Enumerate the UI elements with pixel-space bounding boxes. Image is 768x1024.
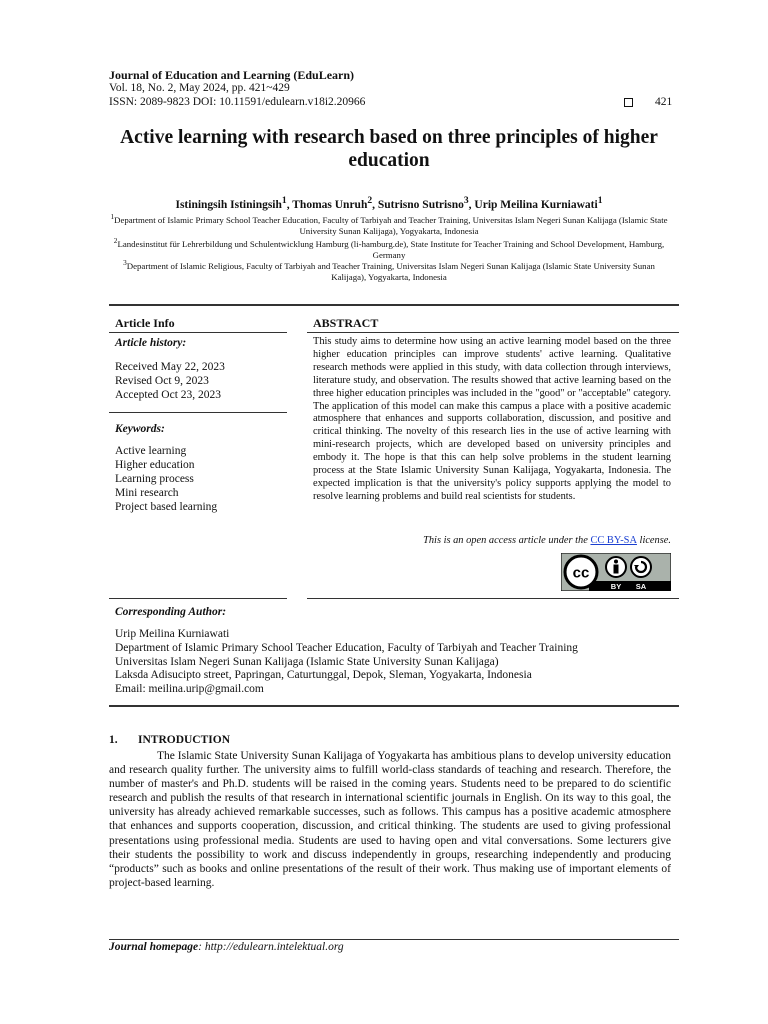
cc-by-label: BY: [610, 582, 622, 591]
affiliation-text: Landesinstitut für Lehrerbildung und Schulentwicklung Hamburg (li-hamburg.de), State Institute for Teacher Training and School Development, Hamburg, Germany: [117, 238, 665, 260]
corresponding-university: Universitas Islam Negeri Sunan Kalijaga (Islamic State University Sunan Kalijaga): [115, 655, 499, 668]
author-list: [109, 195, 669, 211]
author-name: Thomas Unruh: [292, 198, 368, 211]
homepage-url[interactable]: : http://edulearn.intelektual.org: [198, 941, 344, 953]
author-separator: ,: [372, 198, 378, 211]
affiliation-sup: 2: [113, 236, 118, 245]
keyword-item: Higher education: [115, 459, 195, 471]
abstract-end-divider: [307, 598, 679, 599]
journal-name: Journal of Education and Learning (EduLearn): [109, 68, 355, 82]
corresponding-department: Department of Islamic Primary School Teacher Education, Faculty of Tarbiyah and Teacher Training: [115, 641, 578, 654]
history-divider: [109, 412, 287, 413]
section-number: 1.: [109, 734, 118, 746]
keywords-heading: Keywords:: [115, 423, 165, 435]
corresponding-name: Urip Meilina Kurniawati: [115, 628, 230, 640]
history-revised: Revised Oct 9, 2023: [115, 375, 209, 387]
corresponding-address: Laksda Adisucipto street, Papringan, Caturtunggal, Depok, Sleman, Yogyakarta, Indonesia: [115, 669, 532, 682]
license-suffix: license.: [636, 535, 671, 546]
author-sup: 1: [597, 195, 603, 206]
author-sup: 2: [367, 195, 373, 206]
homepage-label: Journal homepage: [109, 941, 199, 953]
article-history-heading: Article history:: [115, 337, 187, 349]
volume-info: Vol. 18, No. 2, May 2024, pp. 421~429: [109, 82, 290, 94]
abstract-heading: ABSTRACT: [313, 316, 379, 330]
introduction-paragraph: The Islamic State University Sunan Kalijaga of Yogyakarta has ambitious plans to develop university education and research quality further. The university aims to fulfill world-class standards of teaching and research. Therefore, the number of master's and Ph.D. students will be raised in the coming years. Students need to be prepared to do scientific research and publish the results of that research in international scientific journals in English. On its way to this goal, the university has already achieved remarkable successes, such as follows. This campus has a positive academic atmosphere that enhances and supports cooperation, discussion, and critical thinking. The students are used to giving professional presentations using professional media. Students are used to having open and vital conversations. Some lecturers give their students the possibility to work and discuss independently in groups, researching independently and producing “products” such as books and online presentations of the result of their work. Thus making use of important elements of project-based learning.: [109, 750, 671, 889]
affiliation-text: Department of Islamic Primary School Teacher Education, Faculty of Tarbiyah and Teacher Training, Universitas Islam Negeri Sunan Kalijaga (Islamic State University Sunan Kalijaga), Yogyakarta, Indonesia: [114, 214, 668, 236]
keyword-item: Active learning: [115, 445, 187, 457]
top-divider: [109, 304, 679, 306]
author-separator: ,: [468, 198, 475, 211]
open-access-notice: [313, 535, 671, 546]
corresponding-heading: Corresponding Author:: [115, 606, 227, 618]
cc-by-sa-link[interactable]: CC BY-SA: [590, 535, 637, 546]
abstract-text: This study aims to determine how using an active learning model based on the three higher education principles can improve students' active learning. Qualitative research methods were applied in this study, with data collection through interviews, literature study, and observation. The results showed that active learning based on the three higher education principles was included in the "good" or "acceptable" category. The application of this model can make this campus a place with a positive academic atmosphere that enhances and supports collaboration, discussion, and positive and critical thinking. The novelty of this research lies in the use of active learning with mini-research projects, which are developed based on university principles and embody it. The hope is that this can help solve problems in the student learning process at the State Islamic University Sunan Kalijaga, Yogyakarta, Indonesia. The expected implication is that the university's policy supports applying the model to resolve learning problems and build real scientists for students.: [313, 336, 671, 502]
paper-title: Active learning with research based on three principles of higher education: [120, 127, 658, 171]
author-sup: 3: [463, 195, 469, 206]
issn-doi: ISSN: 2089-9823 DOI: 10.11591/edulearn.v18i2.20966: [109, 96, 366, 108]
square-icon: [624, 98, 633, 107]
license-prefix: This is an open access article under the: [423, 535, 591, 546]
corresponding-email: Email: meilina.urip@gmail.com: [115, 683, 264, 696]
author-sup: 1: [281, 195, 287, 206]
author-name: Sutrisno Sutrisno: [377, 198, 464, 211]
keyword-item: Mini research: [115, 487, 179, 499]
section-title: INTRODUCTION: [138, 734, 231, 746]
article-info-heading: Article Info: [115, 316, 175, 330]
cc-by-sa-badge: [561, 553, 671, 591]
author-name: Urip Meilina Kurniawati: [474, 198, 598, 211]
cc-sa-label: SA: [635, 582, 647, 591]
article-info-divider: [109, 332, 287, 333]
affiliation-1: [109, 211, 669, 237]
abstract-divider: [307, 332, 679, 333]
author-name: Istiningsih Istiningsih: [175, 198, 282, 211]
history-accepted: Accepted Oct 23, 2023: [115, 389, 222, 401]
affiliation-sup: 3: [123, 258, 127, 267]
keywords-list: [115, 444, 217, 514]
introduction-heading: [109, 734, 230, 746]
affiliation-3: [109, 257, 669, 283]
history-received: Received May 22, 2023: [115, 361, 225, 373]
keyword-item: Learning process: [115, 473, 194, 485]
introduction-body: [109, 749, 671, 890]
author-separator: ,: [286, 198, 293, 211]
affiliation-sup: 1: [110, 212, 115, 221]
page-number: 421: [655, 96, 673, 108]
journal-homepage: [109, 941, 344, 953]
svg-text:cc: cc: [572, 564, 590, 582]
corresponding-details: [115, 628, 578, 697]
corresponding-end-divider: [109, 705, 679, 707]
keyword-item: Project based learning: [115, 501, 218, 513]
affiliation-text: Department of Islamic Religious, Faculty of Tarbiyah and Teacher Training, Universitas Islam Negeri Sunan Kalijaga (Islamic State University Sunan Kalijaga), Yogyakarta, Indonesia: [126, 260, 655, 282]
footer-divider: [109, 939, 679, 940]
article-history-list: [115, 360, 225, 402]
keywords-end-divider: [109, 598, 287, 599]
